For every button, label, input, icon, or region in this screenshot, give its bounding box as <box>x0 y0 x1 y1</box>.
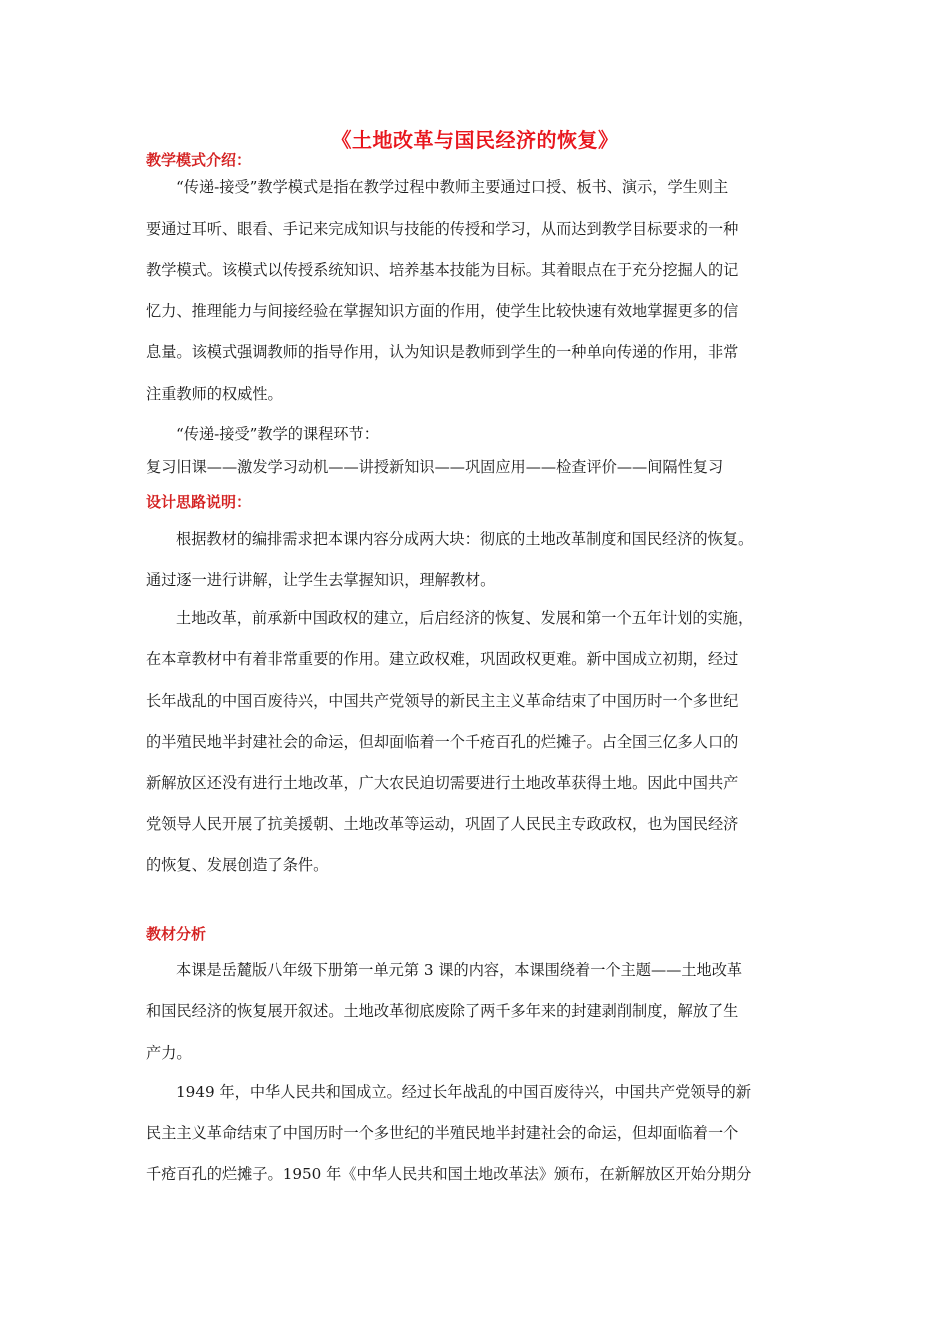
paragraph-line: 的半殖民地半封建社会的命运，但却面临着一个千疮百孔的烂摊子。占全国三亿多人口的 <box>146 733 739 751</box>
paragraph-line: 教学模式。该模式以传授系统知识、培养基本技能为目标。其着眼点在于充分挖掘人的记 <box>146 261 739 279</box>
teaching-flow-line: 复习旧课——激发学习动机——讲授新知识——巩固应用——检查评价——间隔性复习 <box>146 458 724 476</box>
paragraph-line: 1949 年，中华人民共和国成立。经过长年战乱的中国百废待兴，中国共产党领导的新 <box>176 1083 752 1101</box>
paragraph-line: 的恢复、发展创造了条件。 <box>146 856 329 874</box>
paragraph-line: 新解放区还没有进行土地改革，广大农民迫切需要进行土地改革获得土地。因此中国共产 <box>146 774 739 792</box>
section-heading-textbook-analysis: 教材分析 <box>146 925 207 943</box>
paragraph-line: 根据教材的编排需求把本课内容分成两大块：彻底的土地改革制度和国民经济的恢复。 <box>176 530 754 548</box>
paragraph-line: 通过逐一进行讲解，让学生去掌握知识，理解教材。 <box>146 571 496 589</box>
paragraph-line: 民主主义革命结束了中国历时一个多世纪的半殖民地半封建社会的命运，但却面临着一个 <box>146 1124 739 1142</box>
document-title: 《土地改革与国民经济的恢复》 <box>331 128 619 152</box>
paragraph-line: 息量。该模式强调教师的指导作用，认为知识是教师到学生的一种单向传递的作用，非常 <box>146 343 739 361</box>
paragraph-line: 产力。 <box>146 1044 192 1062</box>
paragraph-line: 本课是岳麓版八年级下册第一单元第 3 课的内容，本课围绕着一个主题——土地改革 <box>176 961 743 979</box>
paragraph-line: 党领导人民开展了抗美援朝、土地改革等运动，巩固了人民民主专政政权，也为国民经济 <box>146 815 739 833</box>
paragraph-line: 在本章教材中有着非常重要的作用。建立政权难，巩固政权更难。新中国成立初期，经过 <box>146 650 739 668</box>
paragraph-line: 土地改革，前承新中国政权的建立，后启经济的恢复、发展和第一个五年计划的实施， <box>176 609 754 627</box>
paragraph-line: 忆力、推理能力与间接经验在掌握知识方面的作用，使学生比较快速有效地掌握更多的信 <box>146 302 739 320</box>
paragraph-line: 长年战乱的中国百废待兴，中国共产党领导的新民主主义革命结束了中国历时一个多世纪 <box>146 692 739 710</box>
paragraph-line: 注重教师的权威性。 <box>146 385 283 403</box>
paragraph-line: 要通过耳听、眼看、手记来完成知识与技能的传授和学习，从而达到教学目标要求的一种 <box>146 220 739 238</box>
paragraph-line: 和国民经济的恢复展开叙述。土地改革彻底废除了两千多年来的封建剥削制度，解放了生 <box>146 1002 739 1020</box>
section-heading-design-rationale: 设计思路说明： <box>146 493 252 511</box>
paragraph-line: “传递-接受”教学的课程环节： <box>176 425 379 443</box>
section-heading-teaching-mode: 教学模式介绍： <box>146 151 252 169</box>
paragraph-line: 千疮百孔的烂摊子。1950 年《中华人民共和国土地改革法》颁布，在新解放区开始分期分 <box>146 1165 752 1183</box>
paragraph-line: “传递-接受”教学模式是指在教学过程中教师主要通过口授、板书、演示，学生则主 <box>176 178 729 196</box>
